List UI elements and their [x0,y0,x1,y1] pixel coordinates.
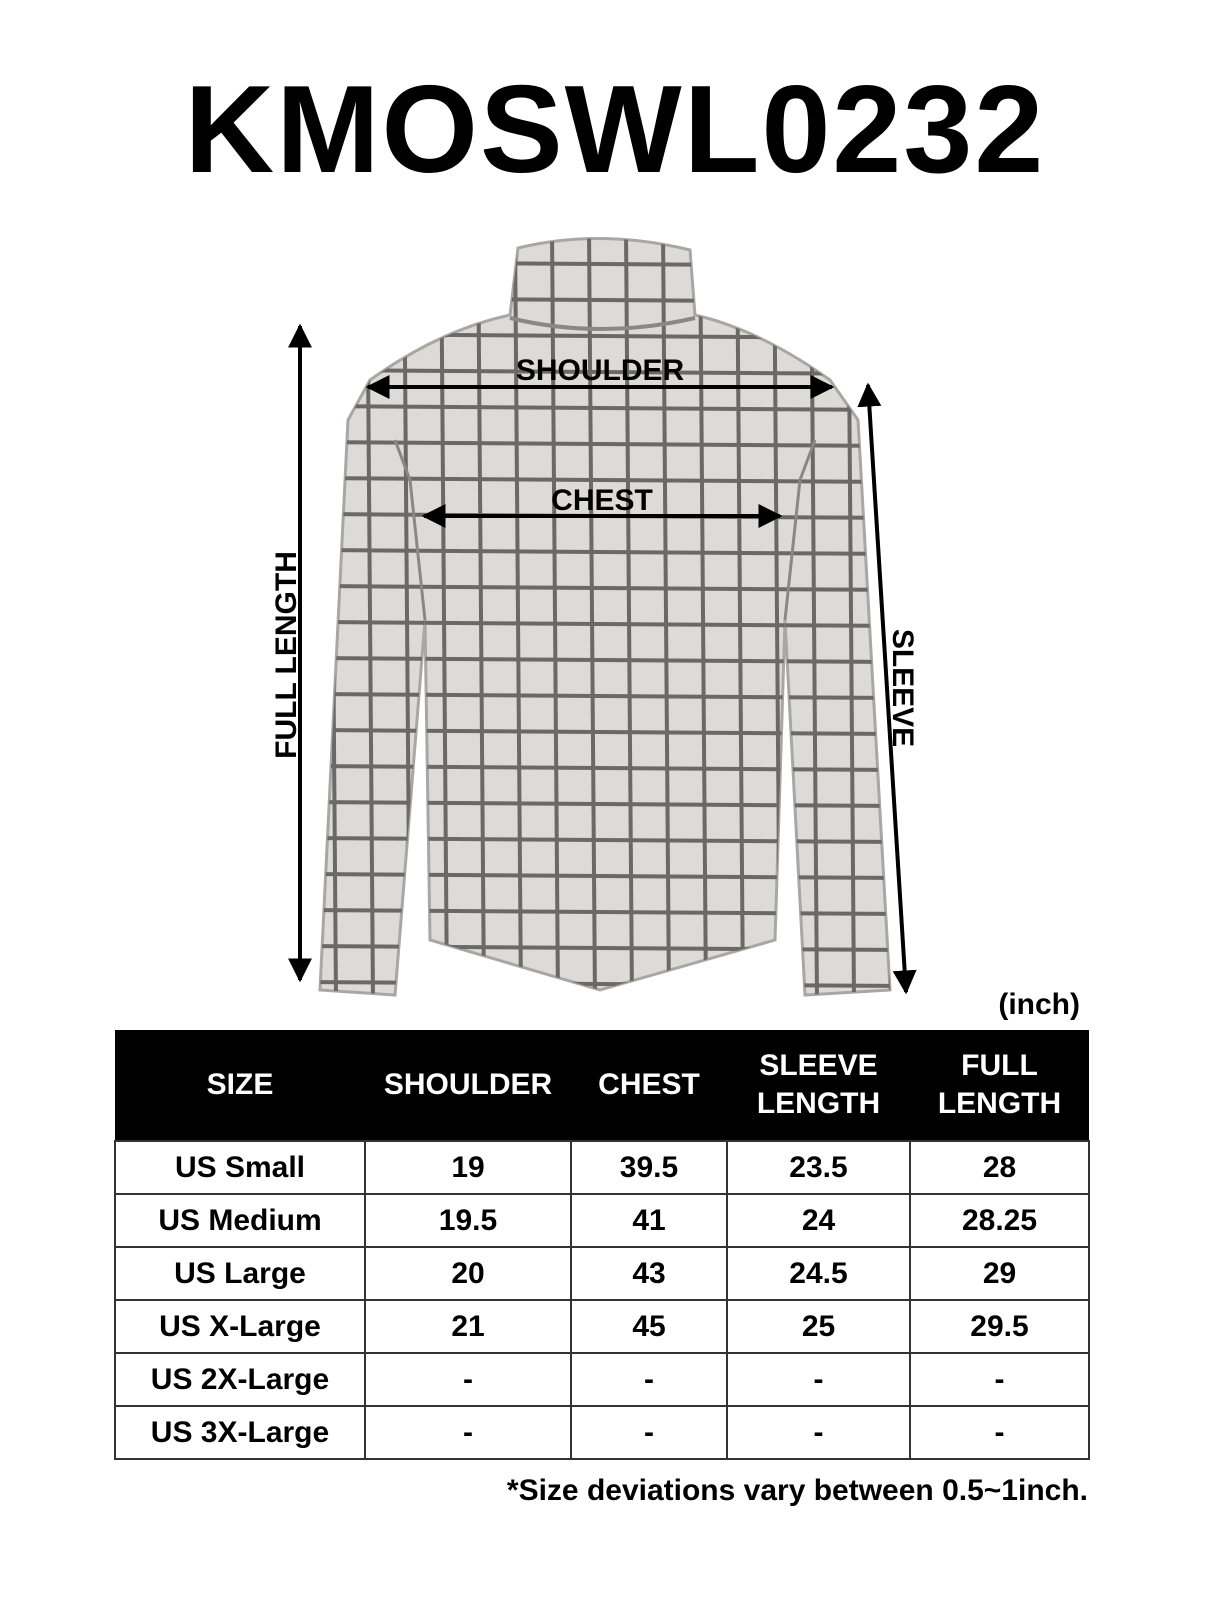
table-body [115,1141,1089,1459]
measurement-cell: 24.5 [727,1247,910,1300]
size-cell: US Small [115,1141,365,1194]
table-row [115,1141,1089,1194]
measurement-cell: - [727,1353,910,1406]
measurement-cell: 20 [365,1247,571,1300]
measurement-cell: 41 [571,1194,727,1247]
measurement-cell: 19.5 [365,1194,571,1247]
size-cell: US 3X-Large [115,1406,365,1459]
measurement-cell: 45 [571,1300,727,1353]
garment-diagram [0,220,1230,1020]
measurement-cell: - [910,1353,1089,1406]
table-header-row [115,1030,1089,1141]
measurement-cell: 29.5 [910,1300,1089,1353]
sleeve-label: SLEEVE [886,628,919,748]
measurement-cell: 25 [727,1300,910,1353]
header-sleeve-length [727,1030,910,1141]
size-deviation-note: *Size deviations vary between 0.5~1inch. [506,1474,1088,1507]
table-row [115,1300,1089,1353]
table-row [115,1353,1089,1406]
size-chart-table [114,1030,1090,1460]
size-cell: US Medium [115,1194,365,1247]
table-row [115,1247,1089,1300]
measurement-cell: - [727,1406,910,1459]
sweater-illustration [310,230,900,1000]
measurement-cell: - [571,1406,727,1459]
measurement-cell: - [365,1406,571,1459]
measurement-cell: 21 [365,1300,571,1353]
measurement-cell: 24 [727,1194,910,1247]
measurement-cell: 28 [910,1141,1089,1194]
size-cell: US Large [115,1247,365,1300]
measurement-cell: - [910,1406,1089,1459]
measurement-cell: 19 [365,1141,571,1194]
size-cell: US X-Large [115,1300,365,1353]
shoulder-label: SHOULDER [515,354,685,387]
size-cell: US 2X-Large [115,1353,365,1406]
header-chest-text: CHEST [598,1068,700,1101]
unit-label: (inch) [998,988,1080,1021]
measurement-cell: 29 [910,1247,1089,1300]
measurement-cell: - [365,1353,571,1406]
measurement-cell: 28.25 [910,1194,1089,1247]
measurement-cell: - [571,1353,727,1406]
product-code-title: KMOSWL0232 [184,61,1046,199]
chest-label: CHEST [551,484,653,517]
header-chest [571,1030,727,1141]
header-shoulder [365,1030,571,1141]
header-full-length [910,1030,1089,1141]
table-row [115,1194,1089,1247]
header-shoulder-text: SHOULDER [383,1068,553,1101]
header-size [115,1030,365,1141]
table-row [115,1406,1089,1459]
header-sleeve-length-text: SLEEVE LENGTH [756,1049,881,1120]
measurement-cell: 43 [571,1247,727,1300]
header-size-text: SIZE [206,1068,274,1101]
header-full-length-text: FULL LENGTH [937,1049,1062,1120]
measurement-cell: 39.5 [571,1141,727,1194]
measurement-cell: 23.5 [727,1141,910,1194]
full-length-label: FULL LENGTH [270,551,303,759]
